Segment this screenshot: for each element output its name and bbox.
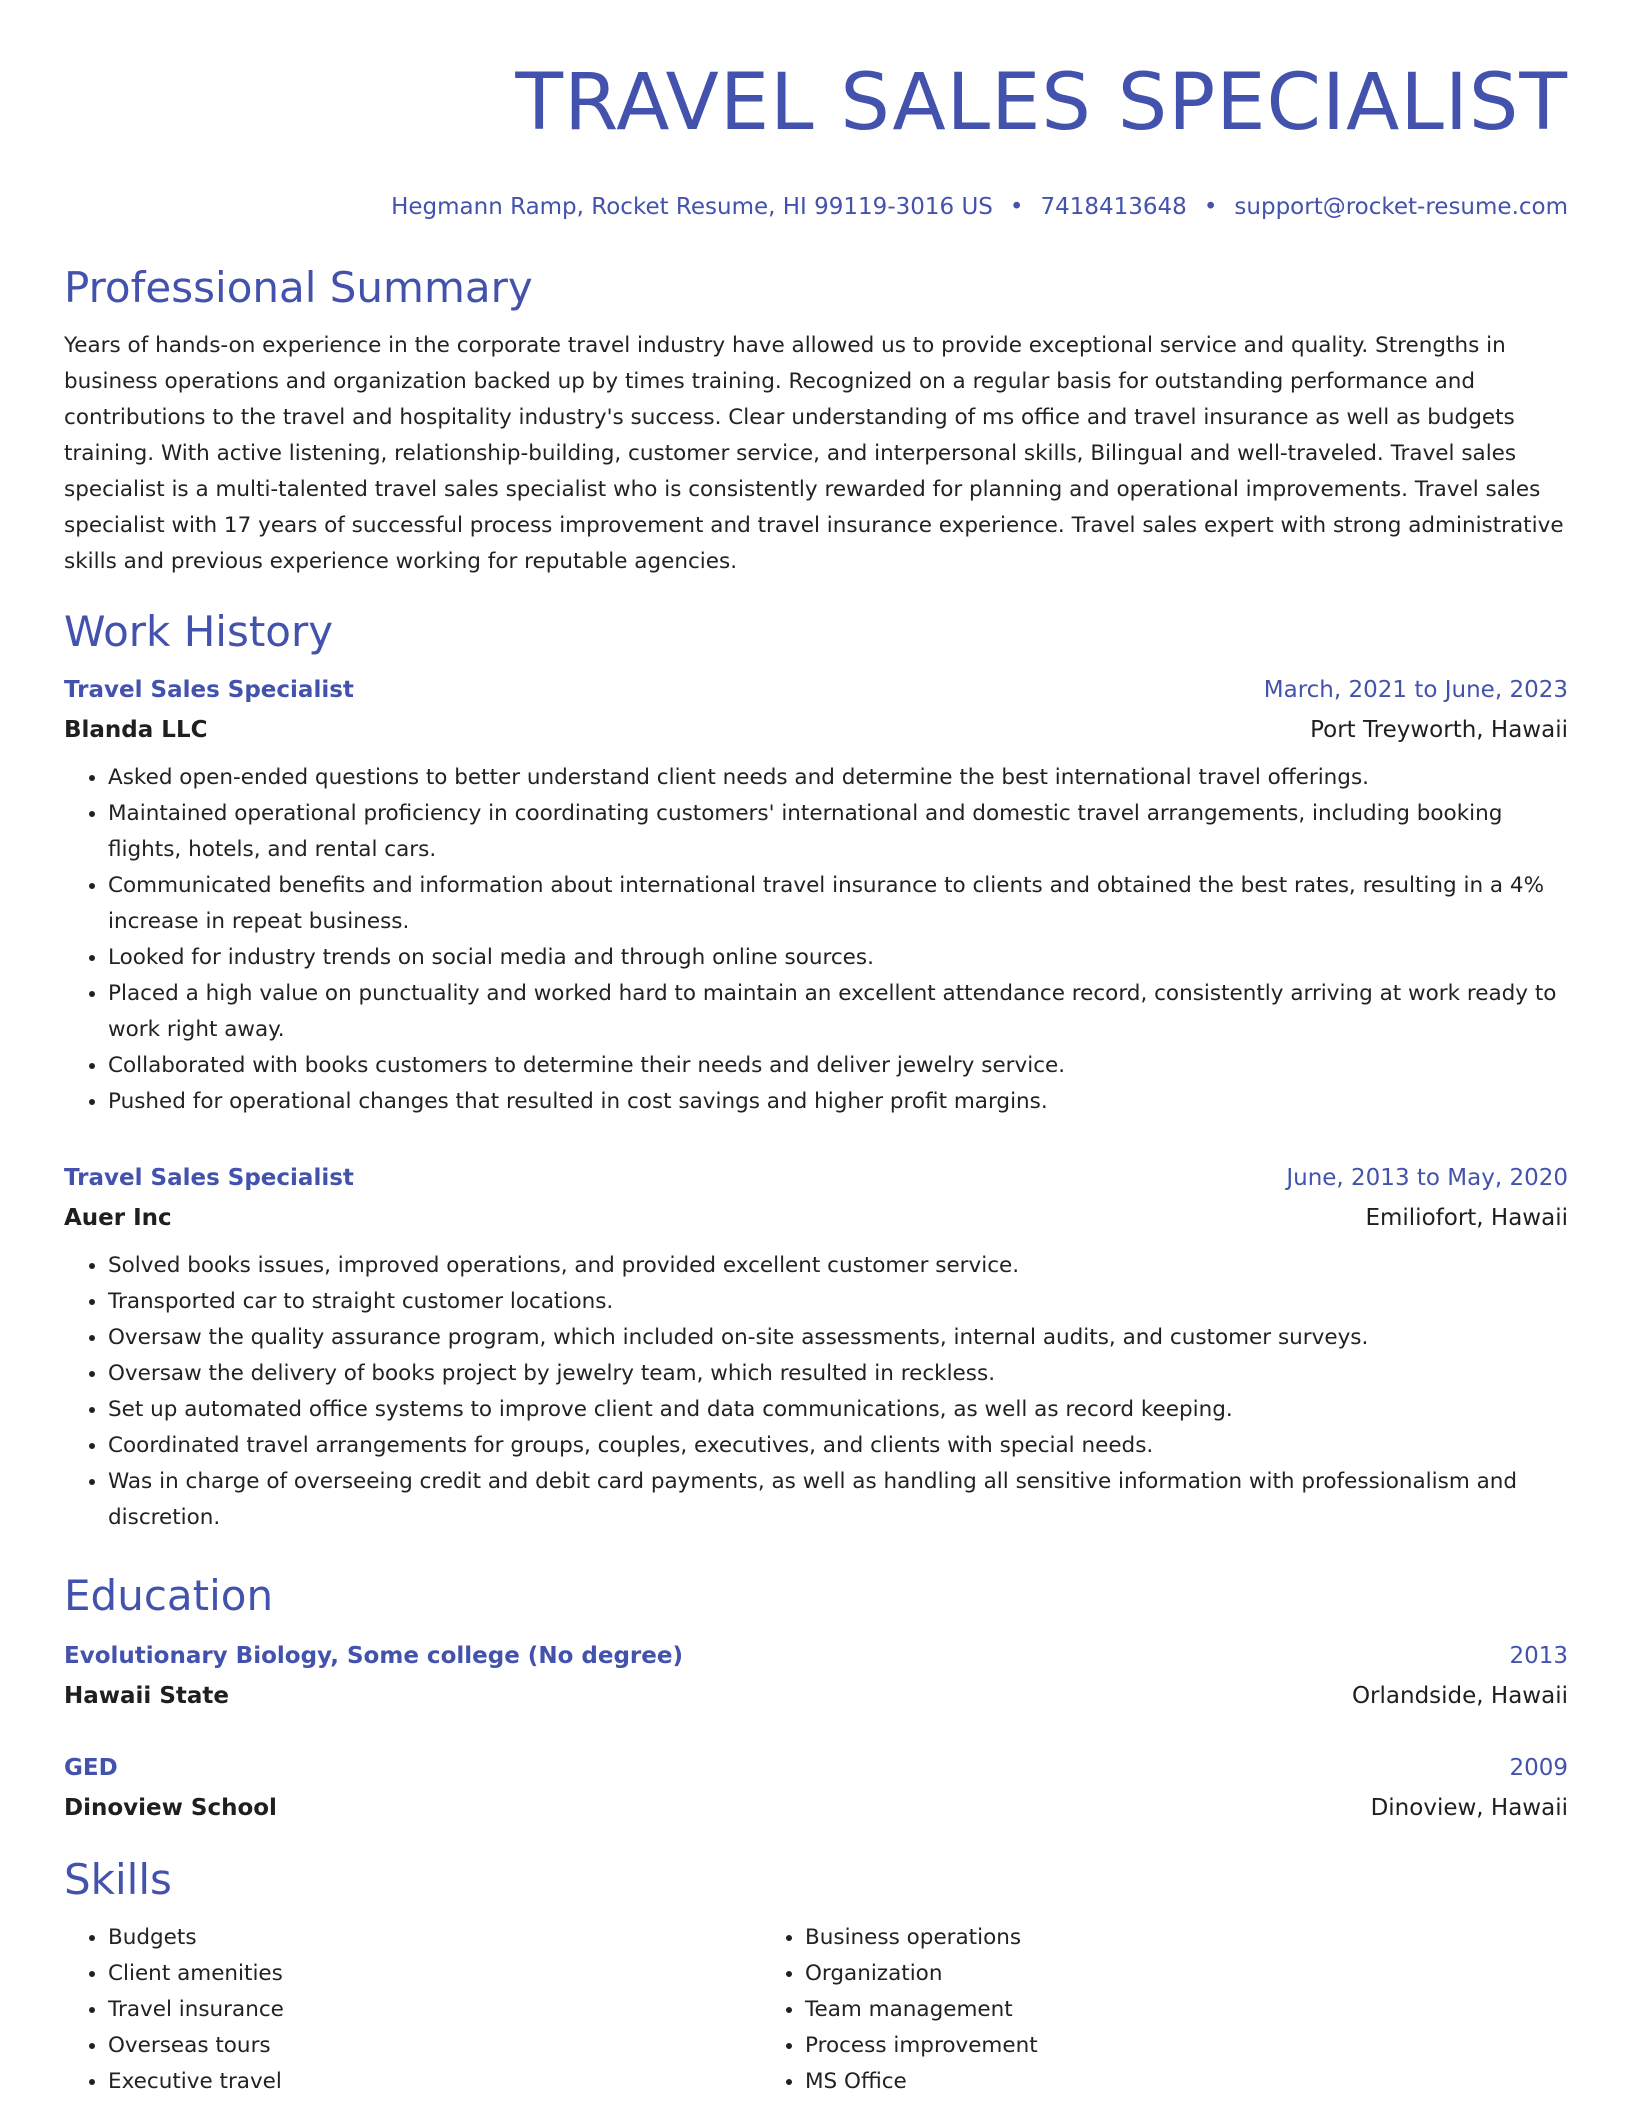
resume-page [64, 0, 1568, 2100]
job-bullet: • Oversaw the delivery of books project by jewelry team, which resulted in reckless. [108, 1356, 1568, 1392]
skills-heading: Skills [64, 1855, 172, 1904]
job-bullet: • Communicated benefits and information about international travel insurance to clients and obtained the best rates, resulting in a 4% increase in repeat business. [108, 868, 1568, 940]
education-entry [64, 1752, 1568, 1824]
job-location: Port Treyworth, Hawaii [1310, 717, 1568, 743]
job-dates: March, 2021 to June, 2023 [1263, 677, 1568, 703]
education-school: Hawaii State [64, 1683, 229, 1709]
skills-column-left [64, 1920, 761, 2100]
job-location: Emiliofort, Hawaii [1365, 1205, 1568, 1231]
job-bullet: • Was in charge of overseeing credit and debit card payments, as well as handling all sensitive information with professionalism and discretion. [108, 1464, 1568, 1536]
job-bullet: • Oversaw the quality assurance program, which included on-site assessments, internal audits, and customer surveys. [108, 1320, 1568, 1356]
job-employer: Auer Inc [64, 1205, 172, 1231]
contact-line [64, 192, 1568, 222]
education-location: Orlandside, Hawaii [1351, 1683, 1568, 1709]
job-bullet: • Solved books issues, improved operations, and provided excellent customer service. [108, 1248, 1568, 1284]
job-bullets [64, 1248, 1568, 1536]
summary-text: Years of hands-on experience in the corporate travel industry have allowed us to provide exceptional service and quality. Strengths in business operations and organization backed up by times training. Recognized on a regular basis for outstanding performance and contributions to the travel and hospitality industry's success. Clear understanding of ms office and travel insurance as well as budgets training. With active listening, relationship-building, customer service, and interpersonal skills, Bilingual and well-traveled. Travel sales specialist is a multi-talented travel sales specialist who is consistently rewarded for planning and operational improvements. Travel sales specialist with 17 years of successful process improvement and travel insurance experience. Travel sales expert with strong administrative skills and previous experience working for reputable agencies. [64, 333, 1564, 574]
summary-heading: Professional Summary [64, 263, 533, 312]
contact-separator: • [1203, 194, 1218, 220]
contact-address: Hegmann Ramp, Rocket Resume, HI 99119-3016 US [391, 194, 993, 220]
skill-item: • Travel insurance [108, 1992, 761, 2028]
job-title: Travel Sales Specialist [64, 677, 354, 703]
skill-item: • Executive travel [108, 2064, 761, 2100]
job-bullet: • Collaborated with books customers to determine their needs and deliver jewelry service. [108, 1048, 1568, 1084]
skill-item: • Process improvement [805, 2028, 1524, 2064]
skill-item: • Overseas tours [108, 2028, 761, 2064]
work-history-heading: Work History [64, 607, 334, 656]
job-bullet: • Placed a high value on punctuality and worked hard to maintain an excellent attendance record, consistently arriving at work ready to work right away. [108, 976, 1568, 1048]
education-degree: GED [64, 1755, 118, 1781]
skill-item: • Budgets [108, 1920, 761, 1956]
resume-title: TRAVEL SALES SPECIALIST [515, 58, 1568, 148]
contact-email: support@rocket-resume.com [1234, 194, 1568, 220]
job-bullet: • Looked for industry trends on social media and through online sources. [108, 940, 1568, 976]
education-school: Dinoview School [64, 1795, 277, 1821]
education-entry [64, 1640, 1568, 1712]
job-entry [64, 674, 1568, 1120]
skills-list [64, 1920, 1568, 2100]
skill-item: • Client amenities [108, 1956, 761, 1992]
education-year: 2013 [1509, 1643, 1568, 1669]
job-bullet: • Set up automated office systems to improve client and data communications, as well as record keeping. [108, 1392, 1568, 1428]
job-bullet: • Transported car to straight customer locations. [108, 1284, 1568, 1320]
education-year: 2009 [1509, 1755, 1568, 1781]
job-bullet: • Maintained operational proficiency in coordinating customers' international and domestic travel arrangements, including booking flights, hotels, and rental cars. [108, 796, 1568, 868]
job-bullets [64, 760, 1568, 1120]
education-location: Dinoview, Hawaii [1370, 1795, 1568, 1821]
job-dates: June, 2013 to May, 2020 [1286, 1165, 1568, 1191]
education-degree: Evolutionary Biology, Some college (No degree) [64, 1643, 683, 1669]
skill-item: • Business operations [805, 1920, 1524, 1956]
skill-item: • MS Office [805, 2064, 1524, 2100]
contact-separator: • [1009, 194, 1024, 220]
job-entry [64, 1162, 1568, 1536]
job-bullet: • Asked open-ended questions to better understand client needs and determine the best international travel offerings. [108, 760, 1568, 796]
contact-phone: 7418413648 [1040, 194, 1187, 220]
education-heading: Education [64, 1571, 274, 1620]
skills-column-right [761, 1920, 1524, 2100]
job-employer: Blanda LLC [64, 717, 208, 743]
job-title: Travel Sales Specialist [64, 1165, 354, 1191]
skill-item: • Organization [805, 1956, 1524, 1992]
job-bullet: • Coordinated travel arrangements for groups, couples, executives, and clients with special needs. [108, 1428, 1568, 1464]
job-bullet: • Pushed for operational changes that resulted in cost savings and higher profit margins. [108, 1084, 1568, 1120]
skill-item: • Team management [805, 1992, 1524, 2028]
